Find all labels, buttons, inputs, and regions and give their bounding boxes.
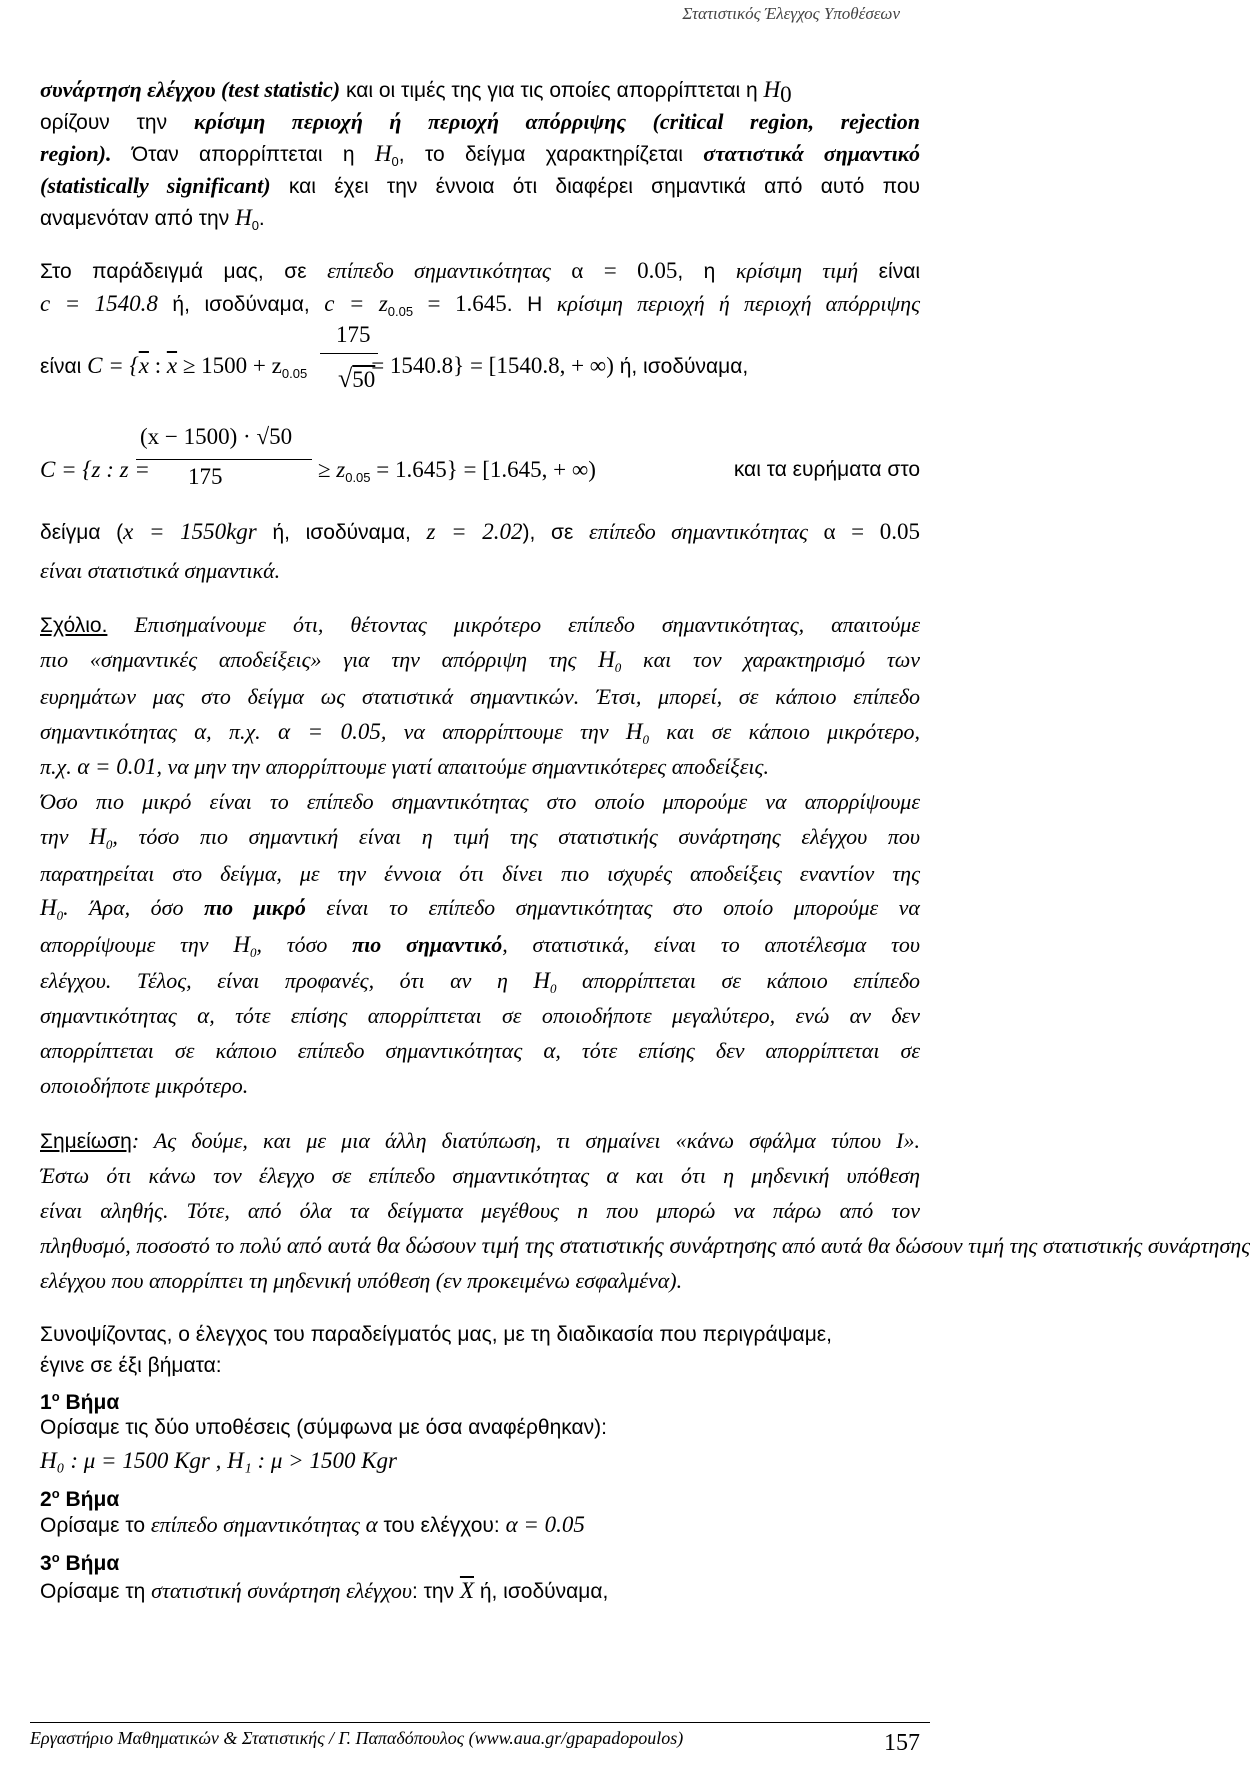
p2-line2: c = 1540.8 ή, ισοδύναμα, $c = z_{0.05} = 1.645$. Η κρίσιμη περιοχή ή περιοχή απόρριψης — [40, 291, 920, 319]
fraction2-bar — [136, 459, 312, 460]
p2-line1: Στο παράδειγμά μας, σε επίπεδο σημαντικότητας α = 0.05, η κρίσιμη τιμή είναι — [40, 258, 921, 283]
p4-line2: Έστω ότι κάνω τον έλεγχο σε επίπεδο σημαντικότητας α και ότι η μηδενική υπόθεση — [40, 1163, 920, 1188]
p1-line1: συνάρτηση ελέγχου (test statistic) και οι τιμές της για τις οποίες απορρίπτεται η $H_0$ — [40, 77, 792, 107]
p4-line5: ελέγχου που απορρίπτει τη μηδενική υπόθεση (εν προκειμένω εσφαλμένα). — [40, 1268, 683, 1293]
p3-line14: οποιοδήποτε μικρότερο. — [40, 1073, 249, 1098]
p4-line4: πληθυσμό, ποσοστό το πολύ από αυτά θα δώσουν τιμή της στατιστικής συνάρτησης από αυτά θα δώσουν τιμή της στατιστικής συνάρτησης — [40, 1233, 1250, 1258]
fraction-bar — [320, 353, 378, 354]
p3-line7: την $H_0$, τόσο πιο σημαντική είναι η τιμή της στατιστικής συνάρτησης ελέγχου που — [40, 824, 920, 852]
step2-title: $2^o$ Βήμα — [40, 1486, 120, 1511]
page-number: 157 — [884, 1730, 920, 1756]
step1-text: Ορίσαμε τις δύο υποθέσεις (σύμφωνα με όσα αναφέρθηκαν): — [40, 1416, 607, 1439]
footer-rule — [30, 1722, 930, 1723]
p4-line1: Σημείωση: Ας δούμε, και με μια άλλη διατύπωση, τι σημαίνει «κάνω σφάλμα τύπου Ι». — [40, 1128, 920, 1153]
p3-line12: σημαντικότητας α, τότε επίσης απορρίπτεται σε οποιοδήποτε μεγαλύτερο, ενώ αν δεν — [40, 1003, 920, 1028]
p3-line13: απορρίπτεται σε κάποιο επίπεδο σημαντικότητας α, τότε επίσης δεν απορρίπτεται σε — [40, 1038, 920, 1063]
step1-hypotheses: H₀ : μ = 1500 Kgr , H₁ : μ > 1500 Kgr — [40, 1448, 397, 1473]
fraction-denominator: √50 — [338, 364, 376, 393]
fraction-numerator: 175 — [336, 322, 371, 347]
p4-line3: είναι αληθής. Τότε, από όλα τα δείγματα μεγέθους n που μπορώ να πάρω από τον — [40, 1198, 920, 1223]
p3-line11: ελέγχου. Τέλος, είναι προφανές, ότι αν η $H_0$ απορρίπτεται σε κάποιο επίπεδο — [40, 968, 920, 996]
running-header: Στατιστικός Έλεγχος Υποθέσεων — [682, 4, 900, 23]
p2-line4: C = {z : z = ≥ $z_{0.05} = 1.645\} = [1.645$, + ∞) και τα ευρήματα στο — [40, 457, 920, 485]
p3-line10: απορρίψουμε την $H_0$, τόσο πιο σημαντικό, στατιστικά, είναι το αποτέλεσμα του — [40, 932, 920, 960]
p3-line9: $H_0$. Άρα, όσο πιο μικρό είναι το επίπεδο σημαντικότητας στο οποίο μπορούμε να — [40, 895, 920, 923]
p2-line5: δείγμα (x = 1550kgr ή, ισοδύναμα, z = 2.02), σε επίπεδο σημαντικότητας α = 0.05 — [40, 519, 920, 544]
p2-line6: είναι στατιστικά σημαντικά. — [40, 558, 281, 583]
step2-text: Ορίσαμε το επίπεδο σημαντικότητας α του ελέγχου: α = 0.05 — [40, 1512, 585, 1537]
footer-text: Εργαστήριο Μαθηματικών & Στατιστικής / Γ. Παπαδόπουλος (www.aua.gr/gpapadopoulos) — [30, 1728, 684, 1748]
p3-line6: Όσο πιο μικρό είναι το επίπεδο σημαντικότητας στο οποίο μπορούμε να απορρίψουμε — [40, 789, 920, 814]
fraction2-numerator: (x − 1500) · √50 — [140, 424, 293, 449]
p1-line4: (statistically significant) και έχει την έννοια ότι διαφέρει σημαντικά από αυτό που — [40, 173, 920, 198]
p3-line4: σημαντικότητας α, π.χ. α = 0.05, να απορρίπτουμε την $H_0$ και σε κάποιο μικρότερο, — [40, 719, 921, 747]
step1-title: $1^o$ Βήμα — [40, 1389, 120, 1414]
p3-line8: παρατηρείται στο δείγμα, με την έννοια ότι δίνει πιο ισχυρές αποδείξεις εναντίον της — [40, 861, 920, 886]
p1-line3: region). Όταν απορρίπτεται η $H_0$, το δείγμα χαρακτηρίζεται στατιστικά σημαντικό — [40, 141, 920, 169]
p3-line1: Σχόλιο. Επισημαίνουμε ότι, θέτοντας μικρότερο επίπεδο σημαντικότητας, απαιτούμε — [40, 612, 920, 637]
fraction2-denominator: 175 — [188, 464, 223, 489]
p5-line2: έγινε σε έξι βήματα: — [40, 1354, 222, 1377]
step3-text: Ορίσαμε τη στατιστική συνάρτηση ελέγχου: την $\overline{X}$ ή, ισοδύναμα, — [40, 1578, 609, 1603]
p3-line3: ευρημάτων μας στο δείγμα ως στατιστικά σημαντικών. Έτσι, μπορεί, σε κάποιο επίπεδο — [40, 684, 920, 709]
p3-line5: π.χ. α = 0.01, να μην την απορρίπτουμε γιατί απαιτούμε σημαντικότερες αποδείξεις. — [40, 754, 769, 779]
p1-line2: ορίζουν την κρίσιμη περιοχή ή περιοχή απόρριψης (critical region, rejection — [40, 109, 921, 134]
step3-title: $3^o$ Βήμα — [40, 1550, 120, 1575]
p3-line2: πιο «σημαντικές αποδείξεις» για την απόρριψη της $H_0$ και τον χαρακτηρισμό των — [40, 647, 920, 675]
p5-line1: Συνοψίζοντας, ο έλεγχος του παραδείγματός μας, με τη διαδικασία που περιγράψαμε, — [40, 1323, 832, 1346]
p1-line5: αναμενόταν από την $H_0$. — [40, 205, 265, 233]
p2-line3: είναι $C = \{\overline{x}$ : $\overline{x} \ge 1500 + z_{0.05} = 1540.8\} = [1540.8$, + ∞) ή, ισοδύναμα, — [40, 353, 749, 381]
